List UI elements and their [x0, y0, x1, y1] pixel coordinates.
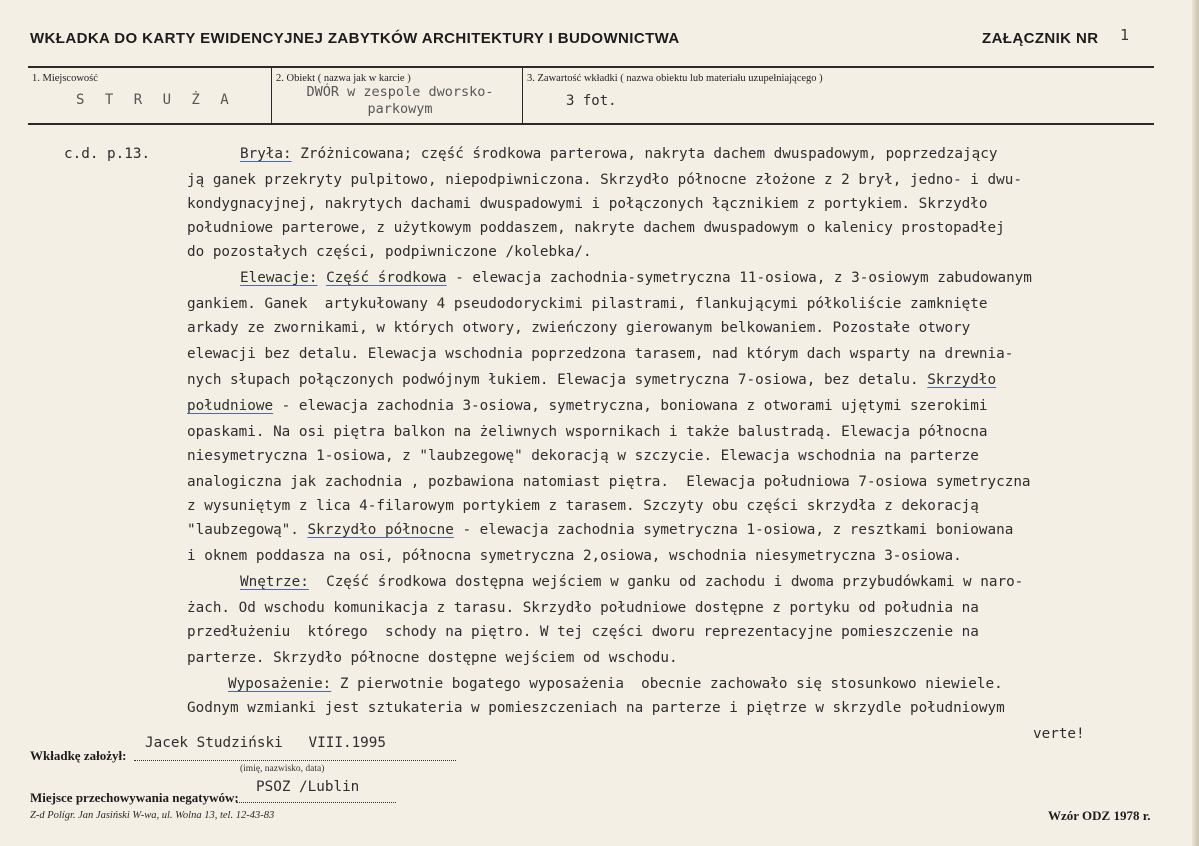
body-line: Wyposażenie: Z pierwotnie bogatego wyposażenia obecnie zachowało się stosunkowo niewiele. [228, 676, 1003, 692]
subheading-south-wing: Skrzydło [927, 372, 997, 388]
body-line: do pozostałych części, podpiwniczone /kolebka/. [187, 244, 592, 260]
verte-note: verte! [1033, 726, 1085, 742]
negatives-label: Miejsce przechowywania negatywów: [30, 790, 239, 805]
section-heading-elewacje: Elewacje: [240, 270, 318, 286]
object-label: 2. Obiekt ( nazwa jak w karcie ) [276, 73, 411, 84]
locality-label: 1. Miejscowość [32, 73, 98, 84]
body-line: kondygnacyjnej, nakrytych dachami dwuspadowymi i połączonych łącznikiem z portykiem. Skrzydło [187, 196, 988, 212]
body-line: Godnym wzmianki jest sztukateria w pomieszczeniach na parterze i piętrze w skrzydle południowym [187, 700, 1005, 716]
locality-value: S T R U Ż A [76, 92, 235, 108]
body-line: parterze. Skrzydło północne dostępne wejściem od wschodu. [187, 650, 678, 666]
negatives-dotted-line [236, 802, 396, 803]
founder-value: Jacek Studziński VIII.1995 [145, 735, 387, 751]
body-line: nych słupach połączonych podwójnym łukiem. Elewacja symetryczna 7-osiowa, bez detalu. Skrzydło [187, 372, 997, 388]
object-value-line2: parkowym [367, 101, 433, 117]
body-line: Wnętrze: Część środkowa dostępna wejściem w ganku od zachodu i dwoma przybudówkami w naro- [240, 574, 1024, 590]
body-line: z wysuniętym z lica 4-filarowym portykiem z tarasem. Szczyty obu części skrzydła z dekoracją [187, 498, 979, 514]
content-label: 3. Zawartość wkładki ( nazwa obiektu lub materiału uzupełniającego ) [527, 73, 823, 84]
content-value: 3 fot. [566, 93, 617, 109]
body-line: Elewacje: Część środkowa - elewacja zachodnia-symetryczna 11-osiowa, z 3-osiowym zabudowanym [240, 270, 1032, 286]
annex-number: 1 [1120, 26, 1130, 44]
body-line: arkady ze zwornikami, w których otwory, zwieńczony gierowanym belkowaniem. Pozostałe otwory [187, 320, 971, 336]
body-line: opaskami. Na osi piętra balkon na żeliwnych wspornikach i także balustradą. Elewacja północna [187, 424, 988, 440]
body-line: żach. Od wschodu komunikacja z tarasu. Skrzydło południowe dostępne z portyku od południa na [187, 600, 979, 616]
template-mark: Wzór ODZ 1978 r. [1048, 808, 1151, 823]
continuation-ref: c.d. p.13. [64, 146, 151, 162]
founder-caption: (imię, nazwisko, data) [240, 764, 325, 774]
section-heading-wnetrze: Wnętrze: [240, 574, 309, 590]
founder-dotted-line [134, 760, 456, 761]
negatives-value: PSOZ /Lublin [256, 779, 360, 795]
object-value-line1: DWÓR w zespole dworsko- [306, 84, 494, 100]
body-line: "laubzegową". Skrzydło północne - elewacja zachodnia symetryczna 1-osiowa, z resztkami boniowana [187, 522, 1014, 538]
subheading-south-wing-cont: południowe [187, 398, 274, 414]
founder-label: Wkładkę założył: [30, 748, 127, 763]
body-line: i oknem poddasza na osi, północna symetryczna 2,osiowa, wschodnia niesymetryczna 3-osiowa. [187, 548, 962, 564]
subheading-center-part: Część środkowa [326, 270, 447, 286]
body-line: elewacji bez detalu. Elewacja wschodnia poprzedzona tarasem, nad którym dach wsparty na drewnia- [187, 346, 1014, 362]
body-line: ją ganek przekryty pulpitowo, niepodpiwniczona. Skrzydło północne złożone z 2 brył, jedno- i dwu- [187, 172, 1022, 188]
body-line: niesymetryczna 1-osiowa, z "laubzegowę" dekoracją w szczycie. Elewacja wschodnia na parterze [187, 448, 979, 464]
subheading-north-wing: Skrzydło północne [307, 522, 454, 538]
body-line: gankiem. Ganek artykułowany 4 pseudodoryckimi pilastrami, flankującymi półkoliście zamknięte [187, 296, 988, 312]
body-line: południowe - elewacja zachodnia 3-osiowa, symetryczna, boniowana z otworami ujętymi szerokimi [187, 398, 988, 414]
document-title: WKŁADKA DO KARTY EWIDENCYJNEJ ZABYTKÓW ARCHITEKTURY I BUDOWNICTWA [30, 30, 680, 47]
paper-edge [1192, 0, 1199, 846]
section-heading-bryla: Bryła: [240, 146, 292, 162]
printer-imprint: Z-d Polígr. Jan Jasiński W-wa, ul. Wolna 13, tel. 12-43-83 [30, 810, 275, 821]
body-line: Bryła: Zróżnicowana; część środkowa parterowa, nakryta dachem dwuspadowym, poprzedzający [240, 146, 998, 162]
body-line: przedłużeniu którego schody na piętro. W tej części dworu reprezentacyjne pomieszczenie na [187, 624, 979, 640]
body-line: analogiczna jak zachodnia , pozbawiona natomiast piętra. Elewacja południowa 7-osiowa symetryczna [187, 474, 1031, 490]
section-heading-wyposazenie: Wyposażenie: [228, 676, 332, 692]
body-line: południowe parterowe, z użytkowym poddaszem, nakryte dachem dwuspadowym o kalenicy prostopadłej [187, 220, 1005, 236]
annex-label: ZAŁĄCZNIK NR [982, 30, 1099, 47]
